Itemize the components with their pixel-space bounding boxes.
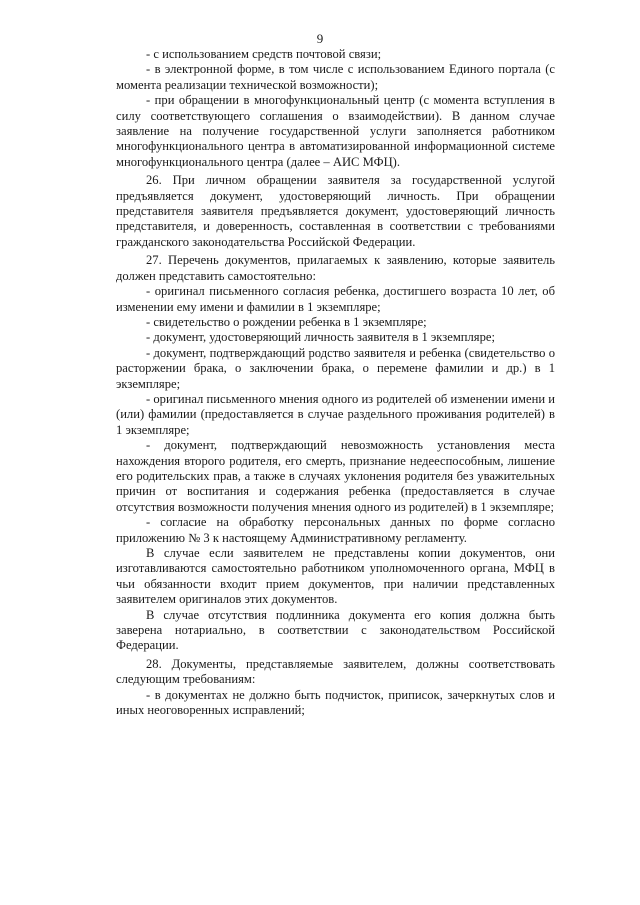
paragraph-copies: В случае если заявителем не представлены копии документов, они изготавливаются самостоятельно работником уполномоченного органа, МФЦ в чьи обязанности входит прием документов, при наличии представленных заявителем оригиналов этих документов.: [116, 546, 555, 607]
paragraph-electronic: - в электронной форме, в том числе с использованием Единого портала (с момента реализации технической возможности);: [116, 62, 555, 92]
paragraph-notarization: В случае отсутствия подлинника документа его копия должна быть заверена нотариально, в соответствии с законодательством Российской Федерации.: [116, 607, 555, 653]
document-body: [116, 47, 555, 718]
list-item-kinship-document: - документ, подтверждающий родство заявителя и ребенка (свидетельство о расторжении брака, о заключении брака, о перемене фамилии и др.) в 1 экземпляре;: [116, 345, 555, 391]
list-item-identity-document: - документ, удостоверяющий личность заявителя в 1 экземпляре;: [146, 330, 495, 345]
page-number: 9: [316, 31, 324, 46]
paragraph-26: 26. При личном обращении заявителя за государственной услугой предъявляется документ, удостоверяющий личность. При обращении представителя заявителя предъявляется документ, удостоверяющий личность представителя, и доверенность, составленная в соответствии с требованиями гражданского законодательства Российской Федерации.: [116, 173, 555, 249]
list-item-parent-opinion: - оригинал письменного мнения одного из родителей об изменении имени и (или) фамилии (предоставляется в случае раздельного проживания родителей) в 1 экземпляре;: [116, 391, 555, 437]
paragraph-27: 27. Перечень документов, прилагаемых к заявлению, которые заявитель должен представить самостоятельно:: [116, 253, 555, 283]
list-item-no-corrections: - в документах не должно быть подчисток, приписок, зачеркнутых слов и иных неоговоренных исправлений;: [116, 687, 555, 718]
list-item-birth-certificate: - свидетельство о рождении ребенка в 1 экземпляре;: [146, 314, 427, 329]
paragraph-28: 28. Документы, представляемые заявителем, должны соответствовать следующим требованиям:: [116, 656, 555, 687]
paragraph-postal: - с использованием средств почтовой связи;: [146, 47, 382, 61]
list-item-second-parent-document: - документ, подтверждающий невозможность установления места нахождения второго родителя, его смерть, признание недееспособным, лишение его родительских прав, а также в случаях уклонения родителя без уважительных причин от воспитания и содержания ребенка (предоставляется в случае отсутствия возможности получения мнения одного из родителей) в 1 экземпляре;: [116, 438, 555, 514]
list-item-personal-data-consent: - согласие на обработку персональных данных по форме согласно приложению № 3 к настоящему Административному регламенту.: [116, 515, 555, 545]
paragraph-mfc: - при обращении в многофункциональный центр (с момента вступления в силу соответствующего соглашения о взаимодействии). В данном случае заявление на получение государственной услуги заполняется работником многофункционального центра в автоматизированной информационной системе многофункционального центра (далее – АИС МФЦ).: [116, 93, 555, 169]
list-item-child-consent: - оригинал письменного согласия ребенка, достигшего возраста 10 лет, об изменении ему имени и фамилии в 1 экземпляре;: [116, 284, 555, 314]
